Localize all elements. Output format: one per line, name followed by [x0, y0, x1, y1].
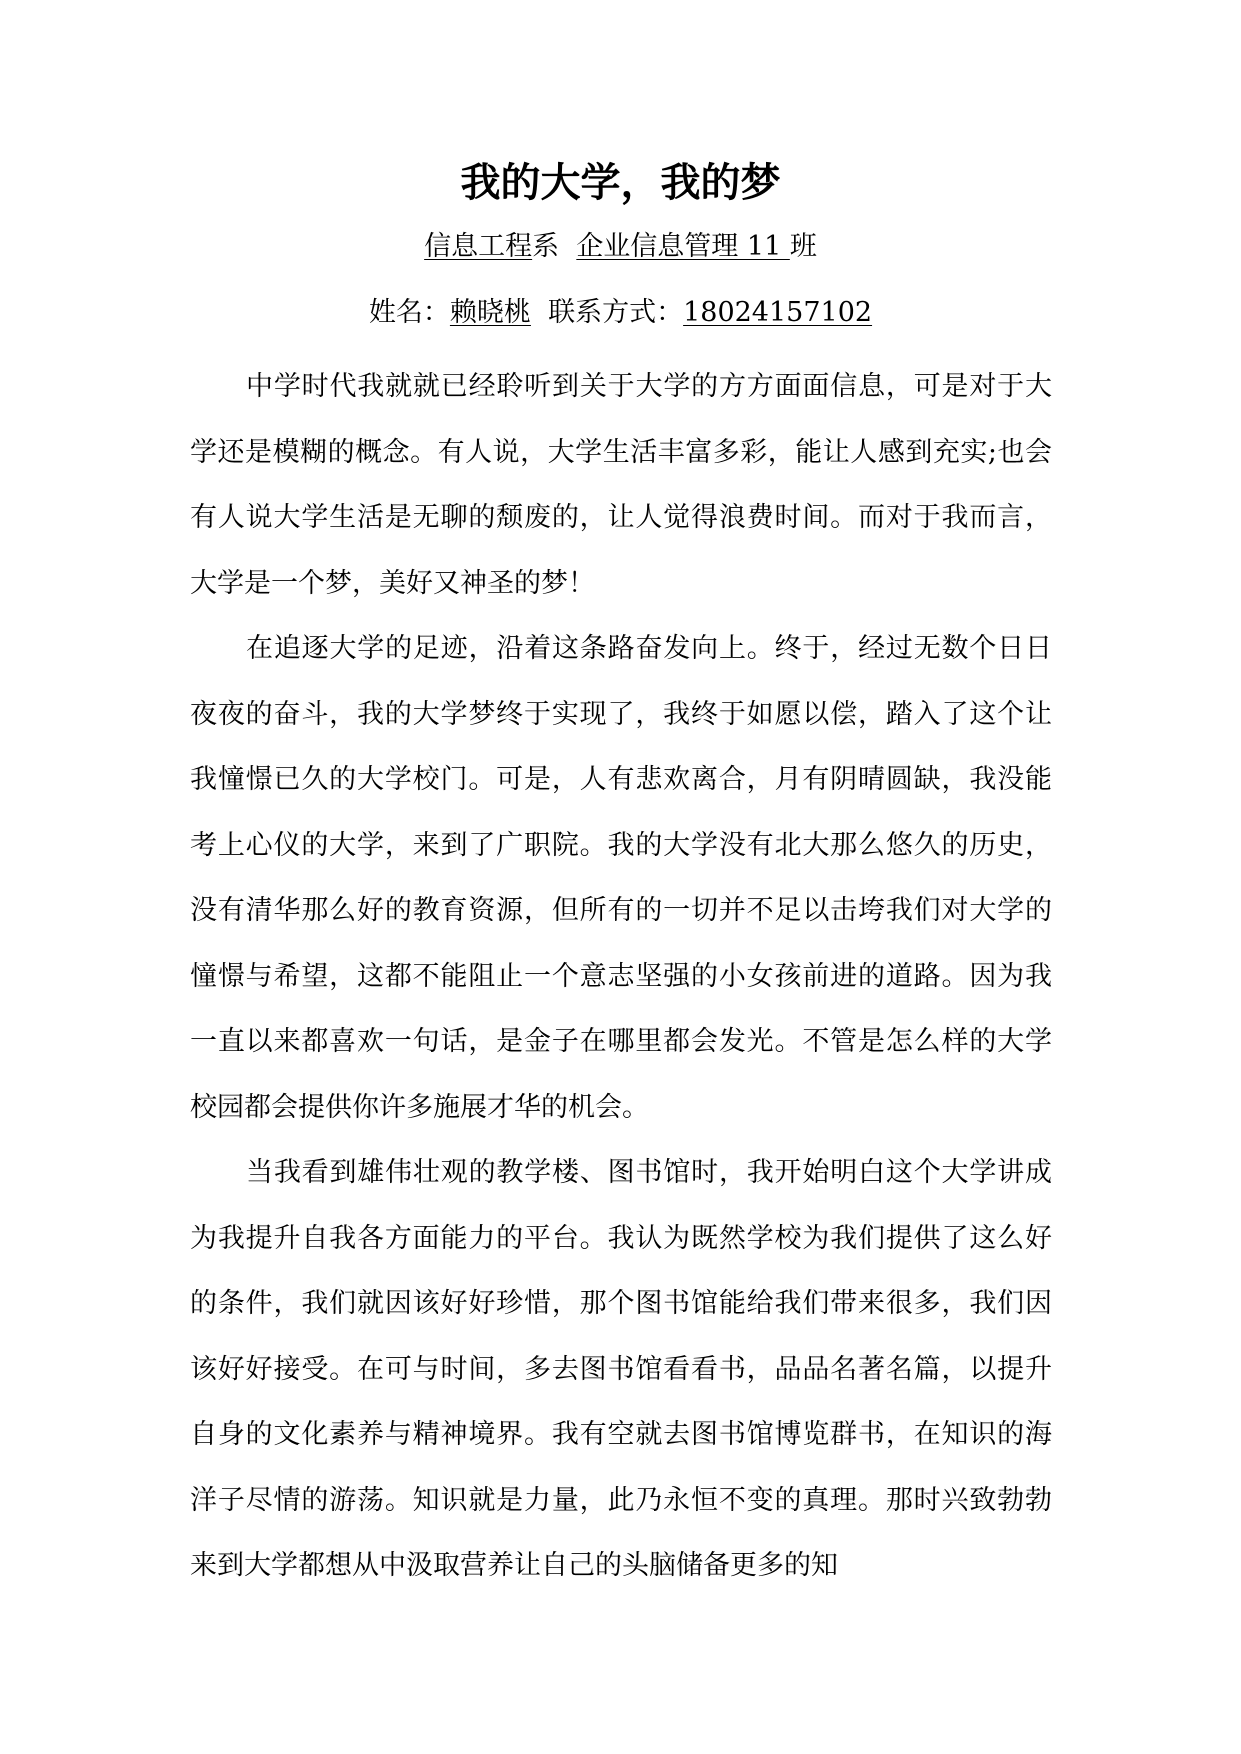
department-suffix: 系 — [532, 231, 560, 262]
paragraph: 在追逐大学的足迹，沿着这条路奋发向上。终于，经过无数个日日夜夜的奋斗，我的大学梦终于实现了，我终于如愿以偿，踏入了这个让我憧憬已久的大学校门。可是，人有悲欢离合，月有阴晴圆缺，我没能考上心仪的大学，来到了广职院。我的大学没有北大那么悠久的历史，没有清华那么好的教育资源，但所有的一切并不足以击垮我们对大学的憧憬与希望，这都不能阻止一个意志坚强的小女孩前进的道路。因为我一直以来都喜欢一句话，是金子在哪里都会发光。不管是怎么样的大学校园都会提供你许多施展才华的机会。 — [190, 633, 1052, 1123]
phone-number: 18024157102 — [683, 297, 873, 328]
author-name: 赖晓桃 — [449, 297, 531, 328]
department-name: 信息工程 — [424, 231, 533, 262]
document-title: 我的大学，我的梦 — [460, 160, 781, 206]
subtitle-line — [0, 227, 1241, 267]
name-label: 姓名： — [368, 297, 450, 328]
contact-label: 联系方式： — [548, 297, 684, 328]
paragraph: 中学时代我就就已经聆听到关于大学的方方面面信息，可是对于大学还是模糊的概念。有人说，大学生活丰富多彩，能让人感到充实;也会有人说大学生活是无聊的颓废的，让人觉得浪费时间。而对于我而言，大学是一个梦，美好又神圣的梦！ — [190, 371, 1052, 599]
class-name: 企业信息管理 11 — [576, 231, 790, 262]
class-suffix: 班 — [789, 231, 817, 262]
paragraph: 当我看到雄伟壮观的教学楼、图书馆时，我开始明白这个大学讲成为我提升自我各方面能力的平台。我认为既然学校为我们提供了这么好的条件，我们就因该好好珍惜，那个图书馆能给我们带来很多，我们因该好好接受。在可与时间，多去图书馆看看书，品品名著名篇，以提升自身的文化素养与精神境界。我有空就去图书馆博览群书，在知识的海洋子尽情的游荡。知识就是力量，此乃永恒不变的真理。那时兴致勃勃来到大学都想从中汲取营养让自己的头脑储备更多的知 — [190, 1157, 1052, 1581]
body-text — [190, 354, 1052, 1599]
author-line — [0, 293, 1241, 333]
